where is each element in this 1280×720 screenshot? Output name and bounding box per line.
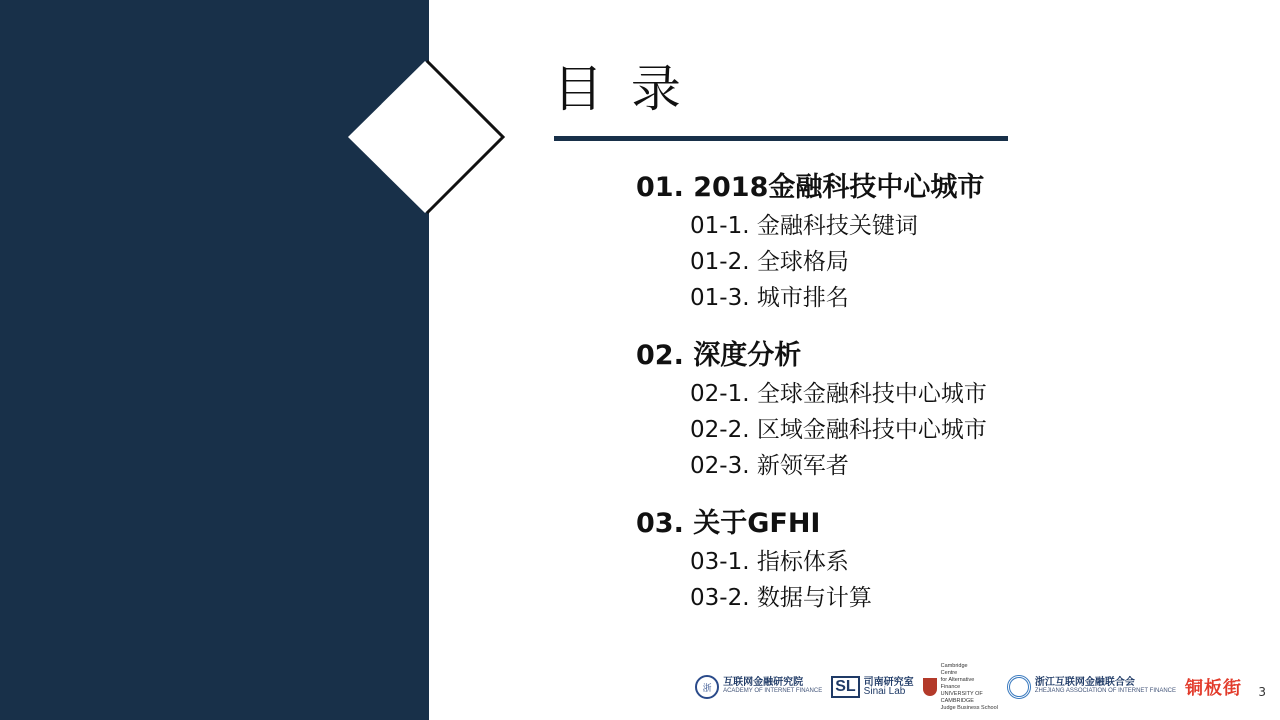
sinai-logo-sub: Sinai Lab (863, 686, 906, 697)
toc-item[interactable]: 02-3. 新领军者 (690, 453, 849, 479)
sinai-mark-icon: SL (831, 676, 859, 698)
title-underline (554, 136, 1008, 141)
toc-section-03 (636, 504, 987, 616)
zju-logo (695, 675, 822, 699)
toc-item[interactable]: 02-1. 全球金融科技中心城市 (690, 381, 987, 407)
cambridge-logo (923, 663, 998, 712)
cambridge-crest-icon (923, 678, 937, 696)
cambridge-line: Finance (940, 683, 961, 690)
toc-item[interactable]: 02-2. 区域金融科技中心城市 (690, 417, 987, 443)
footer-logos (695, 664, 1242, 710)
sinai-logo-main: 司南研究室 (863, 677, 914, 688)
table-of-contents (636, 168, 987, 626)
page-number: 3 (1258, 685, 1266, 699)
toc-section-02 (636, 336, 987, 484)
cambridge-line: Cambridge (940, 662, 968, 669)
zju-logo-sub: ACADEMY OF INTERNET FINANCE (723, 688, 823, 694)
toc-section-title[interactable]: 03. 关于GFHI (636, 508, 821, 539)
toc-section-title[interactable]: 01. 2018金融科技中心城市 (636, 172, 985, 203)
zhejiang-association-logo (1007, 675, 1176, 699)
sinai-logo (831, 676, 913, 698)
cambridge-line: CAMBRIDGE (940, 697, 974, 704)
toc-item[interactable]: 03-2. 数据与计算 (690, 585, 872, 611)
zju-seal-icon: 浙 (695, 675, 719, 699)
toc-item[interactable]: 01-3. 城市排名 (690, 285, 849, 311)
decorative-diamond (348, 58, 506, 216)
tbj-logo-text: 铜板街 (1185, 678, 1242, 698)
tbj-logo (1185, 674, 1242, 700)
zju-logo-main: 互联网金融研究院 (723, 677, 804, 688)
cambridge-line: for Alternative (940, 676, 975, 683)
toc-item[interactable]: 01-2. 全球格局 (690, 249, 849, 275)
zhejiang-logo-main: 浙江互联网金融联合会 (1034, 677, 1135, 688)
page-title: 目 录 (553, 60, 687, 118)
toc-item[interactable]: 03-1. 指标体系 (690, 549, 849, 575)
cambridge-line: Centre (940, 669, 958, 676)
cambridge-line: Judge Business School (940, 704, 998, 711)
toc-section-01 (636, 168, 987, 316)
zhejiang-globe-icon (1007, 675, 1031, 699)
cambridge-line: UNIVERSITY OF (940, 690, 983, 697)
toc-section-title[interactable]: 02. 深度分析 (636, 340, 802, 371)
zhejiang-logo-sub: ZHEJIANG ASSOCIATION OF INTERNET FINANCE (1034, 688, 1176, 694)
toc-item[interactable]: 01-1. 金融科技关键词 (690, 213, 918, 239)
